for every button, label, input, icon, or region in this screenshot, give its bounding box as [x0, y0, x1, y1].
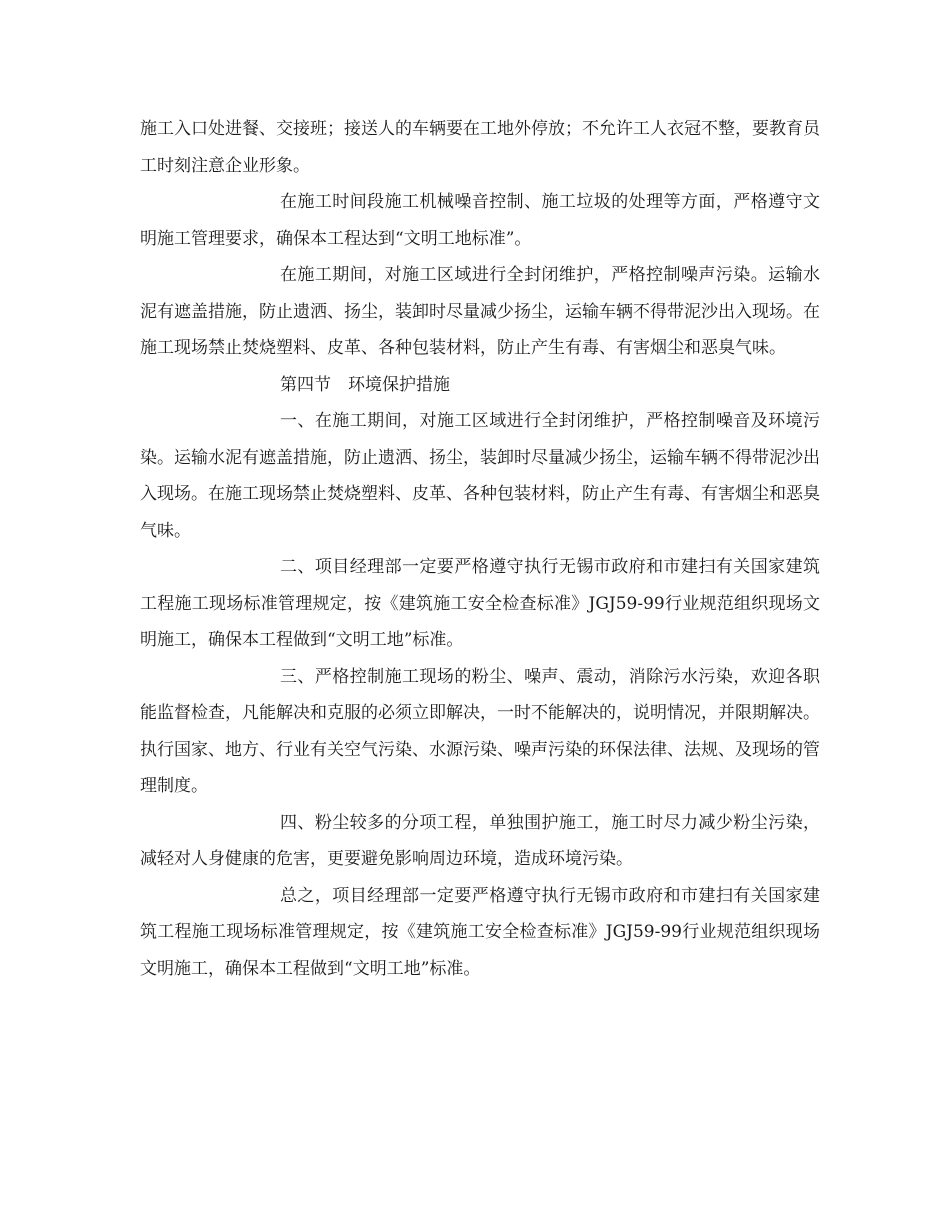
paragraph-noise-control: 在施工时间段施工机械噪音控制、施工垃圾的处理等方面，严格遵守文明施工管理要求，确保本工程达到“文明工地标准”。 — [140, 192, 820, 249]
paragraph-enclosure: 在施工期间，对施工区域进行全封闭维护，严格控制噪声污染。运输水泥有遮盖措施，防止遗洒、扬尘，装卸时尽量减少扬尘，运输车辆不得带泥沙出入现场。在施工现场禁止焚烧塑料、皮革、各种包装材料，防止产生有毒、有害烟尘和恶臭气味。 — [140, 265, 820, 358]
paragraph-item-4: 四、粉尘较多的分项工程，单独围护施工，施工时尽力减少粉尘污染，减轻对人身健康的危害，更要避免影响周边环境，造成环境污染。 — [140, 812, 820, 869]
paragraph-item-3: 三、严格控制施工现场的粉尘、噪声、震动，消除污水污染，欢迎各职能监督检查，凡能解决和克服的必须立即解决，一时不能解决的，说明情况，并限期解决。执行国家、地方、行业有关空气污染、水源污染、噪声污染的环保法律、法规、及现场的管理制度。 — [140, 666, 820, 796]
paragraph-summary: 总之，项目经理部一定要严格遵守执行无锡市政府和市建扫有关国家建筑工程施工现场标准管理规定，按《建筑施工安全检查标准》JGJ59-99行业规范组织现场文明施工，确保本工程做到“文明工地”标准。 — [140, 885, 820, 979]
document-body — [140, 111, 820, 987]
paragraph-continuation: 施工入口处进餐、交接班；接送人的车辆要在工地外停放；不允许工人衣冠不整，要教育员工时刻注意企业形象。 — [140, 119, 820, 176]
paragraph-item-1: 一、在施工期间，对施工区域进行全封闭维护，严格控制噪音及环境污染。运输水泥有遮盖措施，防止遗洒、扬尘，装卸时尽量减少扬尘，运输车辆不得带泥沙出入现场。在施工现场禁止焚烧塑料、皮革、各种包装材料，防止产生有毒、有害烟尘和恶臭气味。 — [140, 411, 820, 541]
paragraph-item-2: 二、项目经理部一定要严格遵守执行无锡市政府和市建扫有关国家建筑工程施工现场标准管理规定，按《建筑施工安全检查标准》JGJ59-99行业规范组织现场文明施工，确保本工程做到“文明工地”标准。 — [140, 557, 820, 650]
section-heading: 第四节 环境保护措施 — [280, 374, 450, 395]
